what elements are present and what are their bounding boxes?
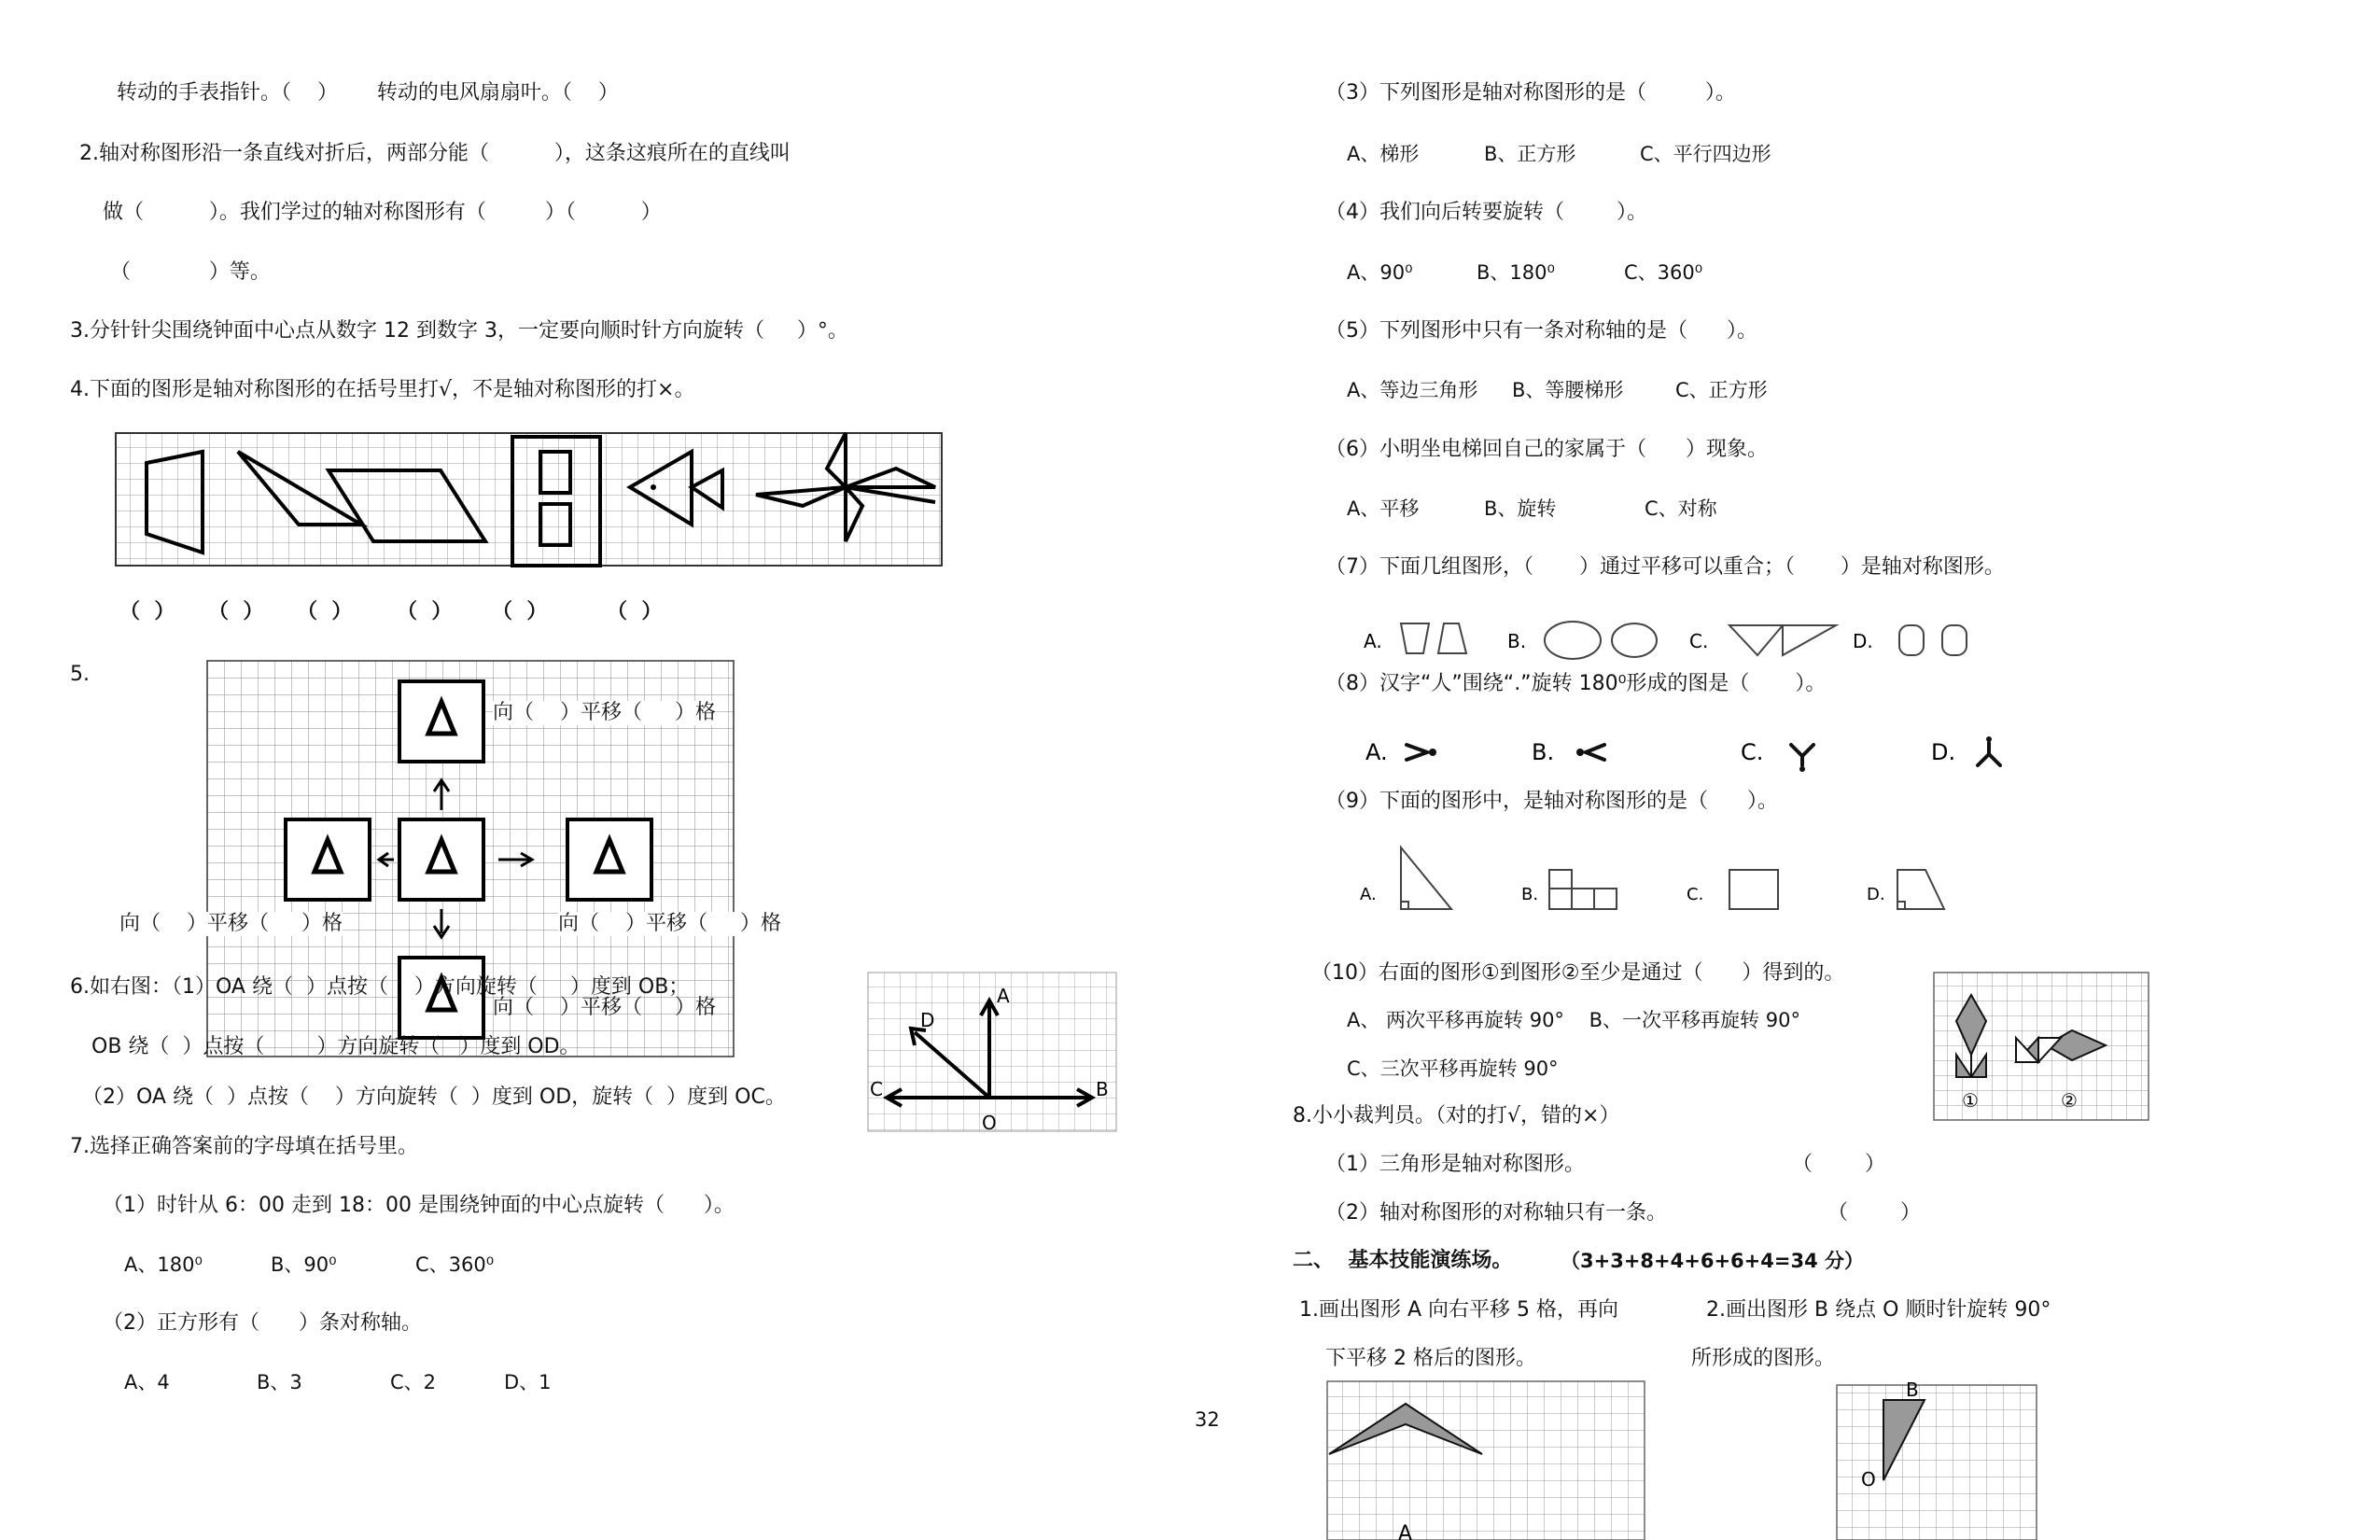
- r10-figure: [1932, 971, 2152, 1126]
- q6-text-3: （2）OA 绕（ ）点按（ ）方向旋转（ ）度到 OD，旋转（ ）度到 OC。: [82, 1085, 786, 1109]
- q6-rotation-figure: [868, 971, 1120, 1139]
- r7-label-a[interactable]: A.: [1364, 630, 1382, 652]
- skill-2-text-b: 所形成的图形。: [1691, 1347, 1836, 1370]
- skill-2-grid[interactable]: [1835, 1376, 2040, 1540]
- judge-2-text: （2）轴对称图形的对称轴只有一条。: [1325, 1201, 1667, 1225]
- q2-line-1: 2.轴对称图形沿一条直线对折后，两部分能（ ），这条这痕所在的直线叫: [79, 142, 791, 165]
- q2-line-3: （ ）等。: [110, 260, 271, 284]
- r8-options-figure: [1358, 728, 2011, 775]
- q7-1-option-b[interactable]: B、90⁰: [271, 1253, 337, 1276]
- q6-label-B: B: [1096, 1078, 1109, 1100]
- judge-1-answer[interactable]: （ ）: [1792, 1153, 1885, 1176]
- r5-option-b[interactable]: B、等腰梯形: [1512, 379, 1624, 401]
- r6-option-b[interactable]: B、旋转: [1484, 497, 1557, 520]
- r3-option-c[interactable]: C、平行四边形: [1640, 143, 1771, 165]
- r4-option-c[interactable]: C、360⁰: [1624, 261, 1703, 284]
- page-number: 32: [1195, 1408, 1220, 1431]
- q4-answer-paren[interactable]: （ ）: [607, 600, 663, 623]
- q5-label-left: 向（ ）平移（ ）格: [119, 912, 343, 935]
- skill-1-text-b: 下平移 2 格后的图形。: [1325, 1347, 1536, 1370]
- skill-1-text-a: 1.画出图形 A 向右平移 5 格，再向: [1299, 1298, 1619, 1322]
- q4-answer-paren[interactable]: （ ）: [119, 600, 175, 623]
- q6-label-C: C: [870, 1078, 883, 1100]
- q7-1-option-a[interactable]: A、180⁰: [124, 1253, 203, 1276]
- q6-text-2: OB 绕（ ）点按（ ）方向旋转（ ）度到 OD。: [91, 1035, 581, 1058]
- r3-question: （3）下列图形是轴对称图形的是（ ）。: [1325, 81, 1736, 105]
- r8-option-c[interactable]: C.: [1741, 739, 1764, 765]
- r9-question: （9）下面的图形中，是轴对称图形的是（ ）。: [1325, 790, 1778, 813]
- q6-label-O: O: [982, 1112, 997, 1134]
- shape-b-label: B: [1906, 1379, 1919, 1401]
- r7-label-b[interactable]: B.: [1507, 630, 1527, 652]
- r6-option-a[interactable]: A、平移: [1347, 497, 1420, 520]
- q4-text: 4.下面的图形是轴对称图形的在括号里打√，不是轴对称图形的打×。: [70, 378, 695, 401]
- q7-2-option-d[interactable]: D、1: [504, 1371, 552, 1393]
- q2-line-2: 做（ ）。我们学过的轴对称图形有（ ）（ ）: [103, 201, 662, 224]
- r9-label-b[interactable]: B.: [1521, 885, 1539, 904]
- r6-question: （6）小明坐电梯回自己的家属于（ ）现象。: [1325, 438, 1768, 461]
- section-2-title: 二、 基本技能演练场。: [1293, 1249, 1513, 1272]
- r7-options-figure: [1358, 616, 1993, 663]
- q5-box-center: [399, 819, 483, 900]
- r10-mark-1: ①: [1962, 1089, 1979, 1112]
- skill-1-grid[interactable]: [1325, 1379, 1647, 1540]
- r10-option-c[interactable]: C、三次平移再旋转 90°: [1347, 1057, 1559, 1080]
- judge-1-text: （1）三角形是轴对称图形。: [1325, 1153, 1585, 1176]
- q5-box-up: [399, 681, 483, 762]
- q7-2-question: （2）正方形有（ ）条对称轴。: [103, 1311, 422, 1335]
- q4-shapes-grid: [114, 431, 945, 569]
- judge-2-answer[interactable]: （ ）: [1827, 1201, 1921, 1225]
- r10-question: （10）右面的图形①到图形②至少是通过（ ）得到的。: [1311, 961, 1845, 985]
- q1-tail-line: 转动的手表指针。（ ） 转动的电风扇扇叶。（ ）: [117, 81, 619, 105]
- q5-box-right: [567, 819, 651, 900]
- q7-1-option-c[interactable]: C、360⁰: [415, 1253, 495, 1276]
- r3-option-b[interactable]: B、正方形: [1484, 143, 1576, 165]
- r10-option-ab[interactable]: A、 两次平移再旋转 90° B、一次平移再旋转 90°: [1347, 1009, 1800, 1031]
- q4-answer-paren[interactable]: （ ）: [397, 600, 453, 623]
- r10-mark-2: ②: [2061, 1089, 2078, 1112]
- section-2-score: （3+3+8+4+6+6+4=34 分）: [1561, 1250, 1864, 1272]
- q3-text: 3.分针针尖围绕钟面中心点从数字 12 到数字 3，一定要向顺时针方向旋转（ ）°。: [70, 319, 848, 343]
- q7-2-option-c[interactable]: C、2: [390, 1371, 437, 1393]
- q7-2-option-a[interactable]: A、4: [124, 1371, 170, 1393]
- r3-option-a[interactable]: A、梯形: [1347, 143, 1420, 165]
- r8-option-b[interactable]: B.: [1532, 739, 1555, 765]
- r9-label-a[interactable]: A.: [1360, 885, 1377, 904]
- r9-options-figure: [1358, 840, 1974, 924]
- r8-question: （8）汉字“人”围绕“.”旋转 180⁰形成的图是（ ）。: [1325, 672, 1827, 695]
- q7-1-question: （1）时针从 6：00 走到 18：00 是围绕钟面的中心点旋转（ ）。: [103, 1194, 735, 1217]
- r5-option-c[interactable]: C、正方形: [1675, 379, 1768, 401]
- q7-2-option-b[interactable]: B、3: [257, 1371, 302, 1393]
- q6-label-D: D: [920, 1009, 935, 1031]
- r5-option-a[interactable]: A、等边三角形: [1347, 379, 1478, 401]
- shape-a-label: A: [1398, 1522, 1413, 1540]
- r4-option-b[interactable]: B、180⁰: [1477, 261, 1555, 284]
- q5-box-left: [286, 819, 370, 900]
- q5-label-down: 向（ ）平移（ ）格: [493, 996, 716, 1019]
- r8-option-a[interactable]: A.: [1365, 739, 1388, 765]
- r7-label-d[interactable]: D.: [1853, 630, 1873, 652]
- q5-label-up: 向（ ）平移（ ）格: [493, 701, 716, 724]
- r4-option-a[interactable]: A、90⁰: [1347, 261, 1413, 284]
- r7-label-c[interactable]: C.: [1689, 630, 1709, 652]
- r5-question: （5）下列图形中只有一条对称轴的是（ ）。: [1325, 319, 1757, 343]
- r9-label-c[interactable]: C.: [1687, 885, 1704, 904]
- point-o-label: O: [1861, 1468, 1876, 1491]
- q6-text-1: 6.如右图：（1）OA 绕（ ）点按（ ）方向旋转（ ）度到 OB；: [70, 975, 690, 999]
- r9-label-d[interactable]: D.: [1867, 885, 1885, 904]
- q6-label-A: A: [997, 985, 1010, 1007]
- r6-option-c[interactable]: C、对称: [1645, 497, 1717, 520]
- r8-option-d[interactable]: D.: [1931, 739, 1956, 765]
- q4-answer-paren[interactable]: （ ）: [492, 600, 548, 623]
- judge-title: 8.小小裁判员。（对的打√，错的×）: [1293, 1104, 1620, 1127]
- q4-answer-paren[interactable]: （ ）: [297, 600, 353, 623]
- q5-label-right: 向（ ）平移（ ）格: [558, 912, 781, 935]
- skill-2-text-a: 2.画出图形 B 绕点 O 顺时针旋转 90°: [1706, 1298, 2051, 1322]
- r7-question: （7）下面几组图形，（ ）通过平移可以重合；（ ）是轴对称图形。: [1325, 555, 2005, 579]
- q4-answer-paren[interactable]: （ ）: [208, 600, 264, 623]
- r4-question: （4）我们向后转要旋转（ ）。: [1325, 201, 1647, 224]
- q7-title: 7.选择正确答案前的字母填在括号里。: [70, 1135, 418, 1158]
- q5-number: 5.: [70, 663, 90, 686]
